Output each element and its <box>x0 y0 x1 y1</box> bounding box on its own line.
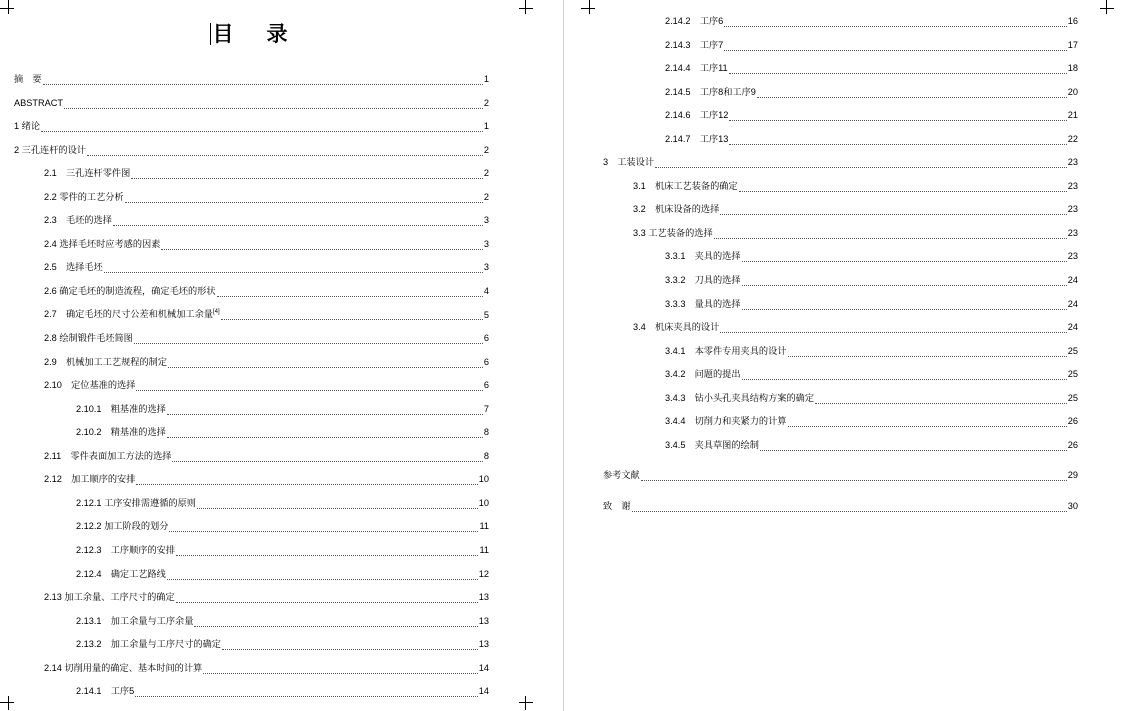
toc-entry-page-number: 2 <box>483 144 489 155</box>
toc-entry-label: 2.14.3 工序7 <box>665 39 724 50</box>
toc-leader-dots <box>167 571 478 580</box>
toc-entry-label: 3.4.5 夹具草图的绘制 <box>665 439 759 450</box>
toc-entry-page-number: 2 <box>483 168 489 179</box>
toc-leader-dots <box>757 89 1067 98</box>
toc-entry-page-number: 24 <box>1067 298 1078 309</box>
toc-leader-dots <box>176 594 478 603</box>
toc-entry-label: 2.11 零件表面加工方法的选择 <box>44 450 172 461</box>
toc-entry[interactable] <box>603 134 1078 146</box>
toc-leader-dots <box>788 418 1067 427</box>
toc-entry[interactable] <box>14 521 489 533</box>
toc-entry[interactable] <box>603 416 1078 428</box>
toc-entry[interactable] <box>14 474 489 486</box>
toc-entry-label: 2.10 定位基准的选择 <box>44 380 136 391</box>
toc-entry-page-number: 10 <box>478 474 489 485</box>
toc-leader-dots <box>197 500 478 509</box>
toc-entry-page-number: 1 <box>483 74 489 84</box>
toc-leader-dots <box>167 429 483 438</box>
toc-entry-page-number: 23 <box>1067 251 1078 262</box>
toc-entry-page-number: 23 <box>1067 204 1078 215</box>
toc-entry-label: 2.12 加工顺序的安排 <box>44 474 136 485</box>
toc-entry-label: 2.4 选择毛坯时应考感的因素 <box>44 238 161 249</box>
toc-entry-page-number: 13 <box>478 592 489 603</box>
toc-entry[interactable] <box>603 501 1078 513</box>
toc-entry-page-number: 11 <box>479 521 489 532</box>
toc-leader-dots <box>815 395 1067 404</box>
toc-spacer <box>603 494 1078 501</box>
toc-entry-label: 2.1 三孔连杆零件图 <box>44 168 131 179</box>
toc-entry-page-number: 13 <box>478 615 489 626</box>
toc-entry-label: 摘 要 <box>14 74 42 84</box>
toc-entry-page-number: 24 <box>1067 275 1078 286</box>
toc-leader-dots <box>113 217 483 226</box>
toc-entry-page-number: 13 <box>478 639 489 650</box>
toc-entry[interactable] <box>14 592 489 604</box>
toc-entry-label: 2 三孔连杆的设计 <box>14 144 86 155</box>
toc-leader-dots <box>729 136 1066 145</box>
gutter-divider <box>563 0 564 711</box>
toc-entry[interactable] <box>603 63 1078 75</box>
toc-entry-label: 2.5 选择毛坯 <box>44 262 103 273</box>
toc-entry-label: 3.1 机床工艺装备的确定 <box>633 180 738 191</box>
toc-entry[interactable] <box>14 498 489 510</box>
toc-entry-label: 2.14.6 工序12 <box>665 110 729 121</box>
toc-entry-page-number: 23 <box>1067 180 1078 191</box>
toc-leader-dots <box>135 688 478 697</box>
toc-leader-dots <box>788 348 1067 357</box>
toc-leader-dots <box>203 665 478 674</box>
toc-leader-dots <box>739 183 1067 192</box>
toc-leader-dots <box>167 406 483 415</box>
toc-leader-dots <box>655 159 1067 168</box>
toc-entry-label: ABSTRACT <box>14 97 64 108</box>
toc-entry-page-number: 16 <box>1067 16 1078 26</box>
toc-leader-dots <box>176 547 478 556</box>
toc-leader-dots <box>641 472 1067 481</box>
toc-entry[interactable] <box>14 239 489 251</box>
toc-entry[interactable] <box>603 440 1078 452</box>
toc-leader-dots <box>742 301 1067 310</box>
toc-entry-page-number: 6 <box>483 380 489 391</box>
toc-entry[interactable] <box>14 380 489 392</box>
toc-leader-dots <box>714 230 1067 239</box>
toc-entry-page-number: 25 <box>1067 369 1078 380</box>
toc-entry-label: 2.13.2 加工余量与工序尺寸的确定 <box>76 639 221 650</box>
toc-entry-page-number: 6 <box>483 356 489 367</box>
toc-entry-label: 2.7 确定毛坯的尺寸公差和机械加工余量[4] <box>44 309 220 320</box>
toc-leader-dots <box>760 442 1067 451</box>
toc-leader-dots <box>720 324 1066 333</box>
toc-entry[interactable] <box>603 251 1078 263</box>
toc-leader-dots <box>168 359 483 368</box>
toc-entry-label: 3.3.3 量具的选择 <box>665 298 741 309</box>
toc-leader-dots <box>64 100 483 109</box>
toc-entry[interactable] <box>603 393 1078 405</box>
toc-leader-dots <box>217 288 483 297</box>
toc-entry[interactable] <box>14 427 489 439</box>
toc-entry[interactable] <box>14 569 489 581</box>
toc-entry-label: 2.14.1 工序5 <box>76 686 135 697</box>
toc-entry-label: 2.12.2 加工阶段的划分 <box>76 521 169 532</box>
toc-entry[interactable] <box>14 663 489 675</box>
toc-entry[interactable] <box>14 616 489 628</box>
toc-entry[interactable] <box>14 192 489 204</box>
toc-entry[interactable] <box>14 145 489 157</box>
toc-entry[interactable] <box>603 299 1078 311</box>
toc-entry-label: 2.14.4 工序11 <box>665 63 728 74</box>
toc-entry[interactable] <box>14 686 489 698</box>
toc-entry-label: 2.13 加工余量、工序尺寸的确定 <box>44 592 175 603</box>
toc-entry-page-number: 5 <box>483 309 489 320</box>
text-caret <box>210 23 211 45</box>
toc-entry-page-number: 20 <box>1067 86 1078 97</box>
toc-entry-page-number: 29 <box>1067 470 1078 481</box>
toc-entry-page-number: 26 <box>1067 439 1078 450</box>
toc-entry-page-number: 23 <box>1067 227 1078 238</box>
toc-entry[interactable] <box>14 404 489 416</box>
toc-entry[interactable] <box>603 346 1078 358</box>
toc-entry-page-number: 10 <box>478 497 489 508</box>
toc-entry-page-number: 25 <box>1067 345 1078 356</box>
toc-entry-label: 3.4.1 本零件专用夹具的设计 <box>665 345 787 356</box>
toc-entry-label: 3.4.4 切削力和夹紧力的计算 <box>665 416 787 427</box>
toc-entry[interactable] <box>603 204 1078 216</box>
toc-entry-label: 2.12.4 确定工艺路线 <box>76 568 166 579</box>
toc-entry-page-number: 2 <box>483 191 489 202</box>
toc-leader-dots <box>104 264 483 273</box>
toc-entry-label: 1 绪论 <box>14 121 41 132</box>
toc-entry[interactable] <box>603 181 1078 193</box>
page-title <box>14 18 489 48</box>
toc-leader-dots <box>136 382 482 391</box>
toc-entry-page-number: 4 <box>483 285 489 296</box>
toc-entry-label: 2.2 零件的工艺分析 <box>44 191 124 202</box>
toc-entry[interactable] <box>14 74 489 86</box>
toc-entry-page-number: 3 <box>483 215 489 226</box>
toc-leader-dots <box>724 42 1067 51</box>
toc-leader-dots <box>221 311 483 320</box>
toc-entry-label: 3.4.3 钻小头孔夹具结构方案的确定 <box>665 392 815 403</box>
toc-entry-label: 2.13.1 加工余量与工序余量 <box>76 615 194 626</box>
toc-entry-page-number: 21 <box>1067 110 1078 121</box>
toc-entry-label: 2.3 毛坯的选择 <box>44 215 112 226</box>
toc-entry[interactable] <box>14 121 489 133</box>
toc-leader-dots <box>161 241 482 250</box>
toc-leader-dots <box>729 112 1066 121</box>
toc-entry-page-number: 3 <box>483 238 489 249</box>
page-title-text: 目 录 <box>212 22 294 46</box>
toc-entry-page-number: 2 <box>483 97 489 108</box>
toc-entry-label: 3.3.1 夹具的选择 <box>665 251 741 262</box>
toc-entry-label: 2.14.2 工序6 <box>665 16 724 26</box>
toc-entry-page-number: 14 <box>478 662 489 673</box>
toc-entry[interactable] <box>603 110 1078 122</box>
toc-leader-dots <box>41 123 483 132</box>
toc-entry-page-number: 17 <box>1067 39 1078 50</box>
page-gutter <box>541 0 585 711</box>
page-right <box>585 0 1126 711</box>
toc-entry[interactable] <box>603 87 1078 99</box>
toc-entry-label: 2.14.5 工序8和工序9 <box>665 86 756 97</box>
toc-entry-label: 2.8 绘制锻件毛坯简图 <box>44 333 133 344</box>
toc-leader-dots <box>169 523 478 532</box>
toc-entry[interactable] <box>603 16 1078 28</box>
toc-leader-dots <box>724 18 1067 27</box>
toc-leader-dots <box>134 335 483 344</box>
toc-entry-page-number: 12 <box>478 568 489 579</box>
toc-leader-dots <box>742 371 1067 380</box>
toc-entry[interactable] <box>14 98 489 110</box>
toc-entry-label: 3.4.2 问题的提出 <box>665 369 741 380</box>
toc-entry[interactable] <box>14 262 489 274</box>
toc-entry-page-number: 22 <box>1067 133 1078 144</box>
toc-entry-page-number: 7 <box>483 403 489 414</box>
toc-entry-page-number: 6 <box>483 333 489 344</box>
toc-entry-label: 3.3 工艺装备的选择 <box>633 227 713 238</box>
toc-entry-page-number: 23 <box>1067 157 1078 168</box>
toc-entry-page-number: 18 <box>1067 63 1078 74</box>
toc-entry-page-number: 8 <box>483 427 489 438</box>
toc-entry-label: 致 谢 <box>603 500 631 511</box>
toc-entry[interactable] <box>603 322 1078 334</box>
toc-entry-label: 2.10.2 精基准的选择 <box>76 427 166 438</box>
toc-entry[interactable] <box>603 470 1078 482</box>
toc-entry-label: 2.14.7 工序13 <box>665 133 729 144</box>
toc-entry[interactable] <box>603 157 1078 169</box>
toc-leader-dots <box>720 206 1066 215</box>
toc-leader-dots <box>742 277 1067 286</box>
toc-entry[interactable] <box>14 168 489 180</box>
toc-entry-label: 2.14 切削用量的确定、基本时间的计算 <box>44 662 203 673</box>
toc-entry-label: 2.10.1 粗基准的选择 <box>76 403 166 414</box>
toc-entry[interactable] <box>14 309 489 321</box>
toc-spacer <box>603 463 1078 470</box>
toc-entry-label: 2.12.1 工序安排需遵循的原则 <box>76 497 196 508</box>
toc-entry-page-number: 3 <box>483 262 489 273</box>
page-left <box>0 0 541 711</box>
toc-entry-page-number: 30 <box>1067 500 1078 511</box>
toc-leader-dots <box>194 618 477 627</box>
toc-leader-dots <box>136 476 477 485</box>
toc-leader-dots <box>43 76 483 85</box>
toc-leader-dots <box>742 253 1067 262</box>
toc-entry[interactable] <box>14 333 489 345</box>
toc-entry[interactable] <box>14 545 489 557</box>
toc-entry[interactable] <box>14 357 489 369</box>
toc-entry-label: 3.4 机床夹具的设计 <box>633 322 720 333</box>
toc-entry-label: 2.6 确定毛坯的制造流程，确定毛坯的形状 <box>44 285 216 296</box>
toc-entry-page-number: 8 <box>483 450 489 461</box>
toc-entry[interactable] <box>14 286 489 298</box>
toc-leader-dots <box>172 453 482 462</box>
toc-leader-dots <box>729 65 1067 74</box>
toc-entry-label: 3.2 机床设备的选择 <box>633 204 720 215</box>
toc-entry[interactable] <box>603 228 1078 240</box>
toc-entry[interactable] <box>603 369 1078 381</box>
toc-entry-label: 2.12.3 工序顺序的安排 <box>76 545 176 555</box>
toc-leader-dots <box>222 641 478 650</box>
toc-entry-label: 3.3.2 刀具的选择 <box>665 275 741 286</box>
toc-entry[interactable] <box>603 275 1078 287</box>
toc-entry[interactable] <box>14 451 489 463</box>
toc-list-left <box>14 74 489 698</box>
toc-entry-label: 3 工装设计 <box>603 157 655 168</box>
toc-entry-page-number: 25 <box>1067 392 1078 403</box>
toc-entry-page-number: 1 <box>483 121 489 132</box>
toc-entry-page-number: 14 <box>478 686 489 697</box>
toc-entry[interactable] <box>603 40 1078 52</box>
toc-entry[interactable] <box>14 215 489 227</box>
toc-leader-dots <box>131 170 483 179</box>
toc-entry-page-number: 24 <box>1067 322 1078 333</box>
toc-leader-dots <box>87 147 483 156</box>
toc-leader-dots <box>632 503 1067 512</box>
toc-leader-dots <box>125 194 483 203</box>
toc-entry-label: 2.9 机械加工工艺规程的制定 <box>44 356 168 367</box>
toc-entry-superscript: [4] <box>212 309 220 316</box>
toc-entry-page-number: 11 <box>479 545 489 555</box>
toc-entry-page-number: 26 <box>1067 416 1078 427</box>
toc-entry-label: 参考文献 <box>603 470 640 481</box>
toc-entry[interactable] <box>14 639 489 651</box>
toc-list-right <box>603 16 1078 513</box>
